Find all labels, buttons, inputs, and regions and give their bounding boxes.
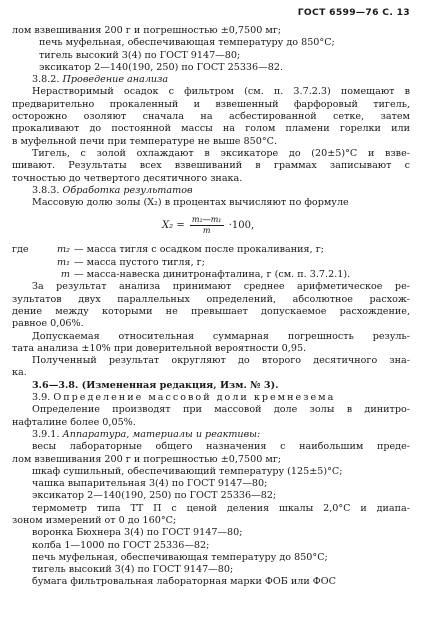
text-line: Определение производят при массовой доле золы в динитро- bbox=[32, 404, 410, 416]
section-title: Проведение анализа bbox=[62, 74, 169, 86]
text-line: эксикатор 2—140(190, 250) по ГОСТ 25336—82; bbox=[32, 490, 277, 502]
legend-item bbox=[46, 244, 350, 256]
section-heading-3-9-1 bbox=[12, 429, 410, 441]
formula-eq: = bbox=[176, 220, 185, 232]
legend-item bbox=[46, 257, 350, 269]
amendment-note: 3.6—3.8. (Измененная редакция, Изм. № 3). bbox=[32, 379, 279, 391]
section-number: 3.9. bbox=[32, 392, 51, 404]
text-line: печь муфельная, обеспечивающая температуру до 850°С; bbox=[39, 37, 335, 49]
legend-symbol: m bbox=[60, 269, 70, 281]
text-line: дение между которыми не превышает допускаемое расхождение, bbox=[12, 305, 410, 317]
formula-denominator: m bbox=[202, 226, 211, 236]
formula-rhs: ·100, bbox=[228, 220, 255, 232]
text-line: колба 1—1000 по ГОСТ 25336—82; bbox=[32, 539, 210, 551]
legend-item bbox=[46, 269, 350, 281]
text-line: лом взвешивания 200 г и погрешностью ±0,7500 мг; bbox=[12, 25, 282, 36]
section-number: 3.8.2. bbox=[32, 74, 60, 86]
text-line: Массовую долю золы (X₂) в процентах вычисляют по формуле bbox=[32, 197, 349, 209]
legend-text: — масса пустого тигля, г; bbox=[74, 256, 205, 268]
section-heading-3-8-3 bbox=[12, 185, 410, 197]
text-line: термометр типа ТТ П с ценой деления шкалы 2,0°С и диапа- bbox=[32, 502, 410, 514]
text-line: зультатов двух параллельных определений, абсолютное расхож- bbox=[12, 293, 410, 305]
text-line: лом взвешивания 200 г и погрешностью ±0,7500 мг; bbox=[12, 453, 282, 465]
text-line: прокаливают до постоянной массы на голом пламени горелки или bbox=[12, 123, 410, 135]
text-line: воронка Бюхнера 3(4) по ГОСТ 9147—80; bbox=[32, 527, 243, 539]
text-line: Полученный результат округляют до второго десятичного зна- bbox=[32, 355, 410, 367]
text-line: печь муфельная, обеспечивающая температуру до 850°С; bbox=[32, 551, 328, 563]
text-line: шкаф сушильный, обеспечивающий температуру (125±5)°С; bbox=[32, 465, 343, 477]
legend-symbol: m₁ bbox=[57, 256, 70, 268]
legend-text: — масса тигля с осадком после прокаливания, г; bbox=[74, 244, 324, 256]
legend-symbol: m₂ bbox=[57, 244, 70, 256]
text-line: Нерастворимый осадок с фильтром (см. п. 3.7.2.3) помещают в bbox=[32, 86, 410, 98]
text-line: Тигель, с золой охлаждают в эксикаторе до (20±5)°С и взве- bbox=[32, 147, 410, 159]
text-line: тата анализа ±10% при доверительной вероятности 0,95. bbox=[12, 342, 307, 354]
formula-legend bbox=[12, 244, 410, 281]
formula-fraction bbox=[190, 215, 224, 236]
text-line: За результат анализа принимают среднее арифметическое ре- bbox=[32, 281, 410, 293]
text-line: шивают. Результаты всех взвешиваний в граммах записывают с bbox=[12, 160, 410, 172]
text-line: точностью до четвертого десятичного знака. bbox=[12, 172, 243, 184]
text-line: чашка выпарительная 3(4) по ГОСТ 9147—80; bbox=[32, 478, 268, 490]
text-line: в муфельной печи при температуре не выше 850°С. bbox=[12, 135, 278, 147]
section-number: 3.9.1. bbox=[32, 428, 60, 440]
text-line: осторожно озоляют сначала на асбестированной сетке, затем bbox=[12, 111, 410, 123]
formula-lhs: X₂ bbox=[162, 220, 174, 232]
section-title: Определение массовой доли кремнезема bbox=[53, 392, 336, 404]
section-title: Обработка результатов bbox=[62, 184, 193, 196]
document-body bbox=[12, 25, 410, 589]
ash-formula bbox=[12, 211, 410, 241]
where-label: где bbox=[12, 244, 29, 256]
text-line: зоном измерений от 0 до 160°С; bbox=[12, 514, 177, 526]
text-line: Допускаемая относительная суммарная погрешность резуль- bbox=[32, 330, 410, 342]
section-heading-3-8-2 bbox=[12, 74, 410, 86]
legend-text: — масса-навеска динитронафталина, г (см. п. 3.7.2.1). bbox=[74, 269, 351, 281]
section-number: 3.8.3. bbox=[32, 184, 60, 196]
section-title: Аппаратура, материалы и реактивы: bbox=[62, 428, 261, 440]
formula-numerator: m₂—m₁ bbox=[191, 215, 222, 225]
text-line: тигель высокий 3(4) по ГОСТ 9147—80; bbox=[32, 564, 234, 576]
text-line: нафталине более 0,05%. bbox=[12, 416, 136, 428]
text-line: предварительно прокаленный и взвешенный фарфоровый тигель, bbox=[12, 98, 410, 110]
text-line: равное 0,06%. bbox=[12, 318, 84, 330]
text-line: ка. bbox=[12, 367, 27, 379]
page-header: ГОСТ 6599—76 С. 13 bbox=[297, 7, 410, 18]
text-line: весы лабораторные общего назначения с наибольшим предe- bbox=[32, 441, 410, 453]
text-line: тигель высокий 3(4) по ГОСТ 9147—80; bbox=[39, 49, 241, 61]
text-line: бумага фильтровальная лабораторная марки ФОБ или ФОС bbox=[32, 576, 336, 588]
section-heading-3-9 bbox=[12, 392, 410, 404]
text-line: эксикатор 2—140(190, 250) по ГОСТ 25336—82. bbox=[39, 61, 283, 73]
